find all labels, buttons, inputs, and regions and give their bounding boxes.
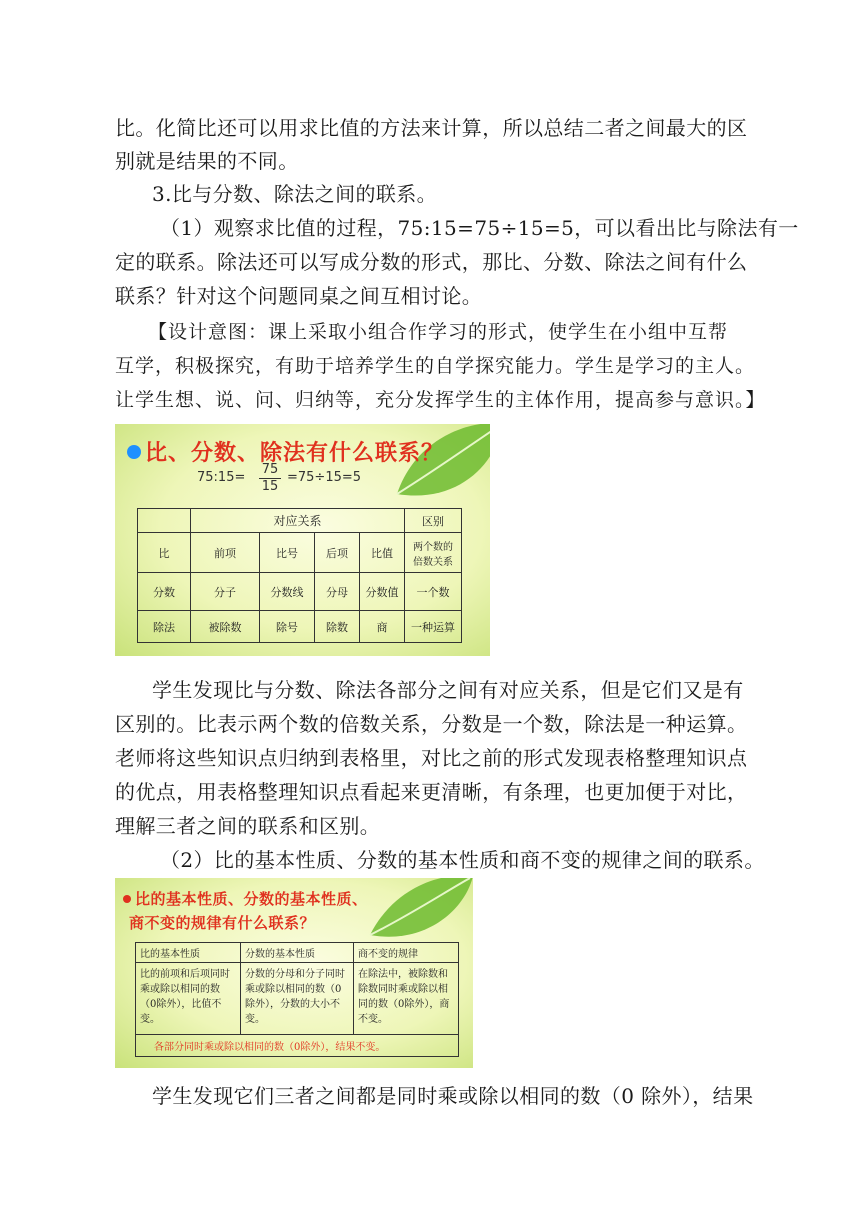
fraction (259, 462, 281, 495)
table-cell: 一种运算 (405, 611, 462, 643)
bullet-dot-icon (123, 895, 131, 903)
paragraph-line: 理解三者之间的联系和区别。 (115, 814, 381, 838)
table-cell: 前项 (191, 533, 260, 573)
design-intent-line: 互学，积极探究，有助于培养学生的自学探究能力。学生是学习的主人。 (115, 355, 756, 377)
table-row (138, 611, 462, 643)
row-label: 比 (138, 533, 191, 573)
fraction-numerator: 75 (259, 462, 281, 479)
table-cell: 比的前项和后项同时乘或除以相同的数（0除外），比值不变。 (136, 963, 241, 1035)
paragraph-line: 学生发现比与分数、除法各部分之间有对应关系，但是它们又是有 (152, 678, 744, 702)
table-cell: 除数 (315, 611, 360, 643)
paragraph-line: 定的联系。除法还可以写成分数的形式，那比、分数、除法之间有什么 (115, 250, 748, 274)
table-row (136, 1035, 459, 1057)
table-cell: 商 (360, 611, 405, 643)
table-cell: 分子 (191, 573, 260, 611)
table-header-row (136, 943, 459, 963)
paragraph-line: （1）观察求比值的过程，75:15=75÷15=5，可以看出比与除法有一 (160, 216, 799, 240)
section-heading: 3.比与分数、除法之间的联系。 (152, 182, 438, 206)
slide-title-line1 (123, 888, 368, 909)
slide-title-text: 比、分数、除法有什么联系？ (145, 441, 445, 466)
table-header: 比的基本性质 (136, 943, 241, 963)
design-intent-line: 【设计意图：课上采取小组合作学习的形式，使学生在小组中互帮 (148, 321, 729, 343)
design-intent-line: 让学生想、说、问、归纳等，充分发挥学生的主体作用，提高参与意识。】 (115, 389, 766, 411)
leaf-icon (365, 878, 473, 950)
row-label: 除法 (138, 611, 191, 643)
bullet-dot-icon (127, 445, 141, 459)
formula-right: =75÷15=5 (287, 470, 362, 485)
table-cell: 后项 (315, 533, 360, 573)
table-cell: 除号 (260, 611, 315, 643)
paragraph-line: （2）比的基本性质、分数的基本性质和商不变的规律之间的联系。 (160, 848, 765, 872)
properties-table (135, 942, 459, 1057)
paragraph-line: 的优点，用表格整理知识点看起来更清晰，有条理，也更加便于对比， (115, 780, 748, 804)
table-row (138, 533, 462, 573)
summary-cell: 各部分同时乘或除以相同的数（0除外），结果不变。 (136, 1035, 459, 1057)
table-cell: 一个数 (405, 573, 462, 611)
comparison-table (137, 508, 462, 643)
table-cell: 两个数的倍数关系 (405, 533, 462, 573)
header-difference: 区别 (405, 509, 462, 533)
paragraph-line: 区别的。比表示两个数的倍数关系，分数是一个数，除法是一种运算。 (115, 712, 748, 736)
paragraph-line: 老师将这些知识点归纳到表格里，对比之前的形式发现表格整理知识点 (115, 746, 748, 770)
fraction-denominator: 15 (261, 479, 279, 494)
slide-title-text: 比的基本性质、分数的基本性质、 (135, 890, 368, 908)
table-cell: 比号 (260, 533, 315, 573)
table-cell: 分数线 (260, 573, 315, 611)
paragraph-line: 比。化简比还可以用求比值的方法来计算，所以总结二者之间最大的区 (115, 116, 748, 140)
row-label: 分数 (138, 573, 191, 611)
paragraph-line: 联系？针对这个问题同桌之间互相讨论。 (115, 284, 483, 308)
table-cell: 分数值 (360, 573, 405, 611)
table-corner (138, 509, 191, 533)
header-correspondence: 对应关系 (191, 509, 405, 533)
table-header: 分数的基本性质 (241, 943, 354, 963)
slide-title (127, 436, 444, 467)
table-row (138, 573, 462, 611)
table-cell: 比值 (360, 533, 405, 573)
paragraph-line: 学生发现它们三者之间都是同时乘或除以相同的数（0 除外），结果 (152, 1084, 754, 1108)
table-cell: 分母 (315, 573, 360, 611)
slide-title-line2: 商不变的规律有什么联系？ (129, 914, 316, 932)
table-header: 商不变的规律 (354, 943, 459, 963)
table-cell: 在除法中，被除数和除数同时乘或除以相同的数（0除外），商不变。 (354, 963, 459, 1035)
table-cell: 分数的分母和分子同时乘或除以相同的数（0除外），分数的大小不变。 (241, 963, 354, 1035)
table-row (136, 963, 459, 1035)
slide-image-basic-properties (115, 878, 473, 1068)
formula-left: 75:15= (197, 470, 246, 485)
slide-image-ratio-fraction-division (115, 424, 490, 656)
paragraph-line: 别就是结果的不同。 (115, 149, 299, 173)
table-cell: 被除数 (191, 611, 260, 643)
